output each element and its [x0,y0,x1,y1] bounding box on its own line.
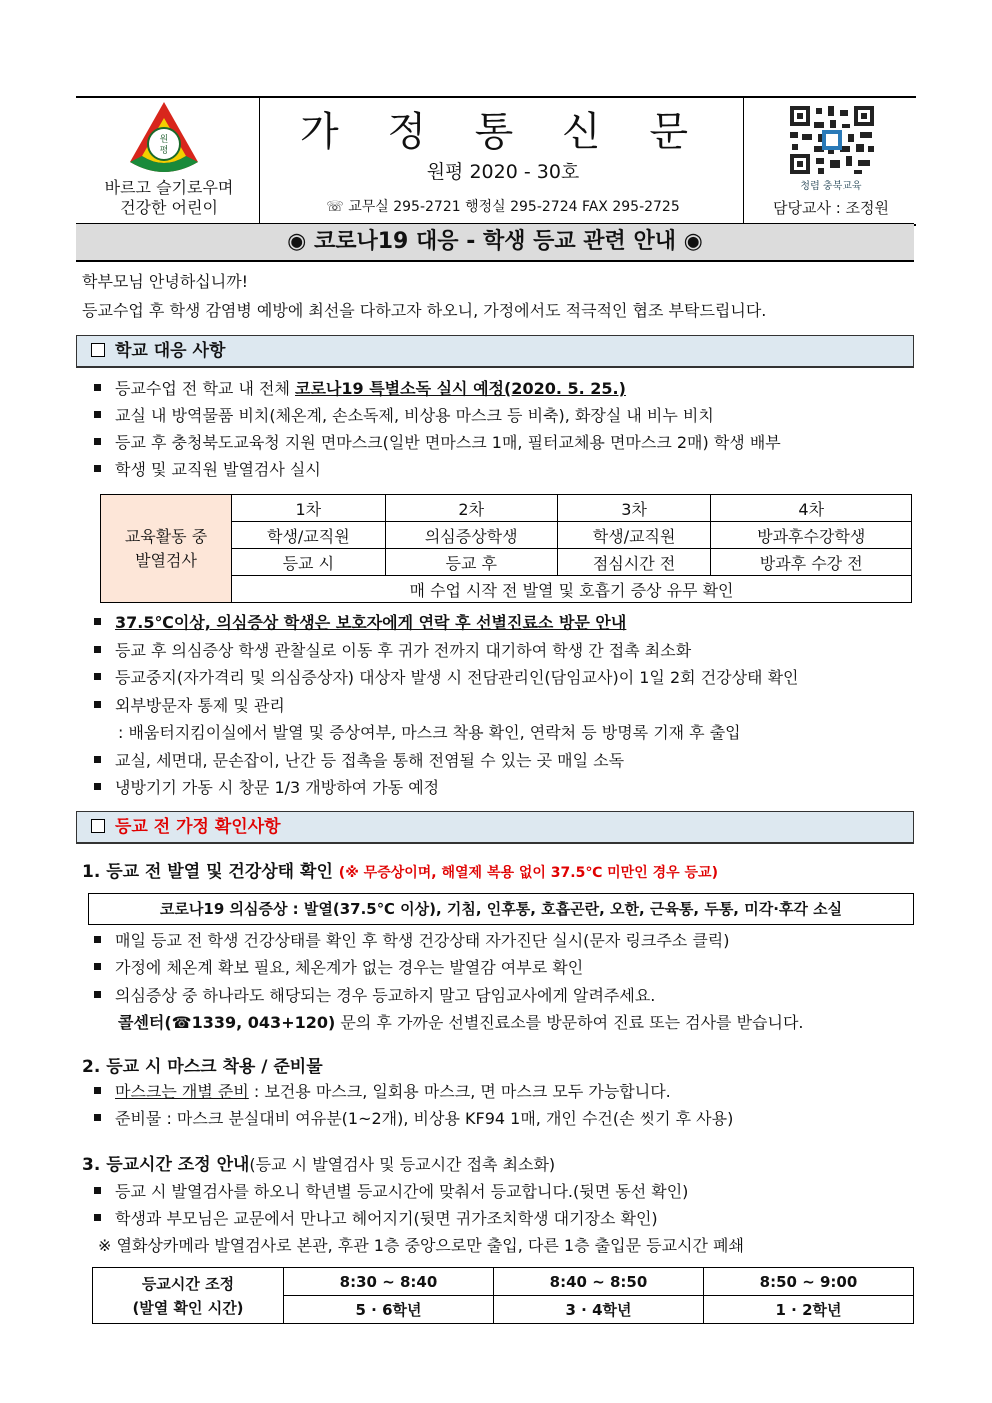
list-item: 등교중지(자가격리 및 의심증상자) 대상자 발생 시 전담관리인(담임교사)이 1일 2회 건강상태 확인 [94,667,799,689]
table-cell: 8:50 ~ 9:00 [704,1268,914,1296]
list-item: 등교수업 전 학교 내 전체 코로나19 특별소독 실시 예정(2020. 5. 25.) [94,378,626,400]
bullet-icon [94,438,101,445]
list-item: 준비물 : 마스크 분실대비 여유분(1~2개), 비상용 KF94 1매, 개인 수건(손 씻기 후 사용) [94,1108,733,1130]
bullet-icon [94,673,101,680]
table-cell: 의심증상학생 [385,522,557,549]
qr-code [788,104,876,176]
school-logo [120,100,208,178]
bullet-icon [94,1087,101,1094]
table-header: 1차 [232,495,386,522]
list-item: 등교 후 충청북도교육청 지원 면마스크(일반 면마스크 1매, 필터교체용 면마스크 2매) 학생 배부 [94,432,781,454]
school-motto: 바르고 슬기로우며 건강한 어린이 [104,178,234,217]
list-subitem: 콜센터(☎1339, 043+120) 문의 후 가까운 선별진료소를 방문하여 진료 또는 검사를 받습니다. [118,1013,804,1032]
table-cell: 3 · 4학년 [494,1296,704,1324]
list-item: 등교 시 발열검사를 하오니 학년별 등교시간에 맞춰서 등교합니다.(뒷면 동선 확인) [94,1181,688,1203]
bullet-icon [94,646,101,653]
list-item: 학생 및 교직원 발열검사 실시 [94,459,321,481]
list-item: 37.5℃이상, 의심증상 학생은 보호자에게 연락 후 선별진료소 방문 안내 [94,612,626,634]
bullet-icon [94,963,101,970]
table-header: 2차 [385,495,557,522]
section-home-check: 등교 전 가정 확인사항 [76,811,914,844]
teacher-label: 담당교사 : 조정원 [772,199,890,217]
bullet-icon [94,783,101,790]
symptoms-box: 코로나19 의심증상 : 발열(37.5℃ 이상), 기침, 인후통, 호흡곤란, 오한, 근육통, 두통, 미각·후각 소실 [88,893,914,925]
bullet-icon [94,1114,101,1121]
table-cell: 방과후수강학생 [711,522,912,549]
bullet-icon [94,384,101,391]
table-header: 3차 [557,495,711,522]
list-item: 외부방문자 통제 및 관리 [94,695,285,717]
svg-text:원: 원 [159,135,169,145]
table-cell: 등교 시 [232,549,386,576]
bullet-icon [94,701,101,708]
table-label: 교육활동 중 발열검사 [101,495,232,603]
table-note: 매 수업 시작 전 발열 및 호흡기 증상 유무 확인 [232,576,912,603]
table-cell: 1 · 2학년 [704,1296,914,1324]
list-item: 의심증상 중 하나라도 해당되는 경우 등교하지 말고 담임교사에게 알려주세요. [94,985,655,1007]
issue-number: 원평 2020 - 30호 [426,161,580,183]
table-cell: 점심시간 전 [557,549,711,576]
list-item: 냉방기기 가동 시 창문 1/3 개방하여 가동 예정 [94,777,439,799]
bullet-icon [94,618,101,625]
contact-line: ☏ 교무실 295-2721 행정실 295-2724 FAX 295-2725 [326,199,680,215]
subheading-2: 2. 등교 시 마스크 착용 / 준비물 [82,1057,323,1077]
note-line: ※ 열화상카메라 발열검사로 본관, 후관 1층 중앙으로만 출입, 다른 1층 출입문 등교시간 폐쇄 [98,1236,744,1255]
table-cell: 8:30 ~ 8:40 [284,1268,494,1296]
list-item: 학생과 부모님은 교문에서 만나고 헤어지기(뒷면 귀가조치학생 대기장소 확인) [94,1208,658,1230]
table-label: 등교시간 조정 (발열 확인 시간) [93,1268,284,1324]
list-item: 가정에 체온계 확보 필요, 체온계가 없는 경우는 발열감 여부로 확인 [94,957,583,979]
greeting: 학부모님 안녕하십니까! [82,272,249,291]
list-subitem: : 배움터지킴이실에서 발열 및 증상여부, 마스크 착용 확인, 연락처 등 방명록 기재 후 출입 [118,723,741,742]
subheading-1: 1. 등교 전 발열 및 건강상태 확인 (※ 무증상이며, 해열제 복용 없이 37.5℃ 미만인 경우 등교) [82,862,718,882]
intro-text: 등교수업 후 학생 감염병 예방에 최선을 다하고자 하오니, 가정에서도 적극적인 협조 부탁드립니다. [82,301,767,320]
list-item: 마스크는 개별 준비 : 보건용 마스크, 일회용 마스크, 면 마스크 모두 가능합니다. [94,1081,671,1103]
bullet-icon [94,1214,101,1221]
table-cell: 5 · 6학년 [284,1296,494,1324]
bullet-icon [94,756,101,763]
bullet-icon [94,1187,101,1194]
section-school-response: 학교 대응 사항 [76,335,914,368]
list-item: 등교 후 의심증상 학생 관찰실로 이동 후 귀가 전까지 대기하여 학생 간 접촉 최소화 [94,640,691,662]
table-cell: 8:40 ~ 8:50 [494,1268,704,1296]
subheading-3: 3. 등교시간 조정 안내(등교 시 발열검사 및 등교시간 접촉 최소화) [82,1155,556,1175]
list-item: 매일 등교 전 학생 건강상태를 확인 후 학생 건강상태 자가진단 실시(문자 링크주소 클릭) [94,930,729,952]
table-cell: 등교 후 [385,549,557,576]
page-title: 가 정 통 신 문 [299,109,707,155]
checkbox-icon [91,819,105,833]
notice-banner: ◉ 코로나19 대응 - 학생 등교 관련 안내 ◉ [76,223,914,262]
table-cell: 방과후 수강 전 [711,549,912,576]
bullet-icon [94,936,101,943]
bullet-icon [94,465,101,472]
checkbox-icon [91,343,105,357]
brand-label: 청렴 충북교육 [800,181,862,192]
list-item: 교실, 세면대, 문손잡이, 난간 등 접촉을 통해 전염될 수 있는 곳 매일 소독 [94,750,624,772]
bullet-icon [94,411,101,418]
fever-check-table [100,494,912,603]
table-cell: 학생/교직원 [232,522,386,549]
bullet-icon [94,991,101,998]
table-header: 4차 [711,495,912,522]
svg-text:평: 평 [159,146,169,156]
schedule-table [92,1267,914,1324]
list-item: 교실 내 방역물품 비치(체온계, 손소독제, 비상용 마스크 등 비축), 화장실 내 비누 비치 [94,405,714,427]
table-cell: 학생/교직원 [557,522,711,549]
